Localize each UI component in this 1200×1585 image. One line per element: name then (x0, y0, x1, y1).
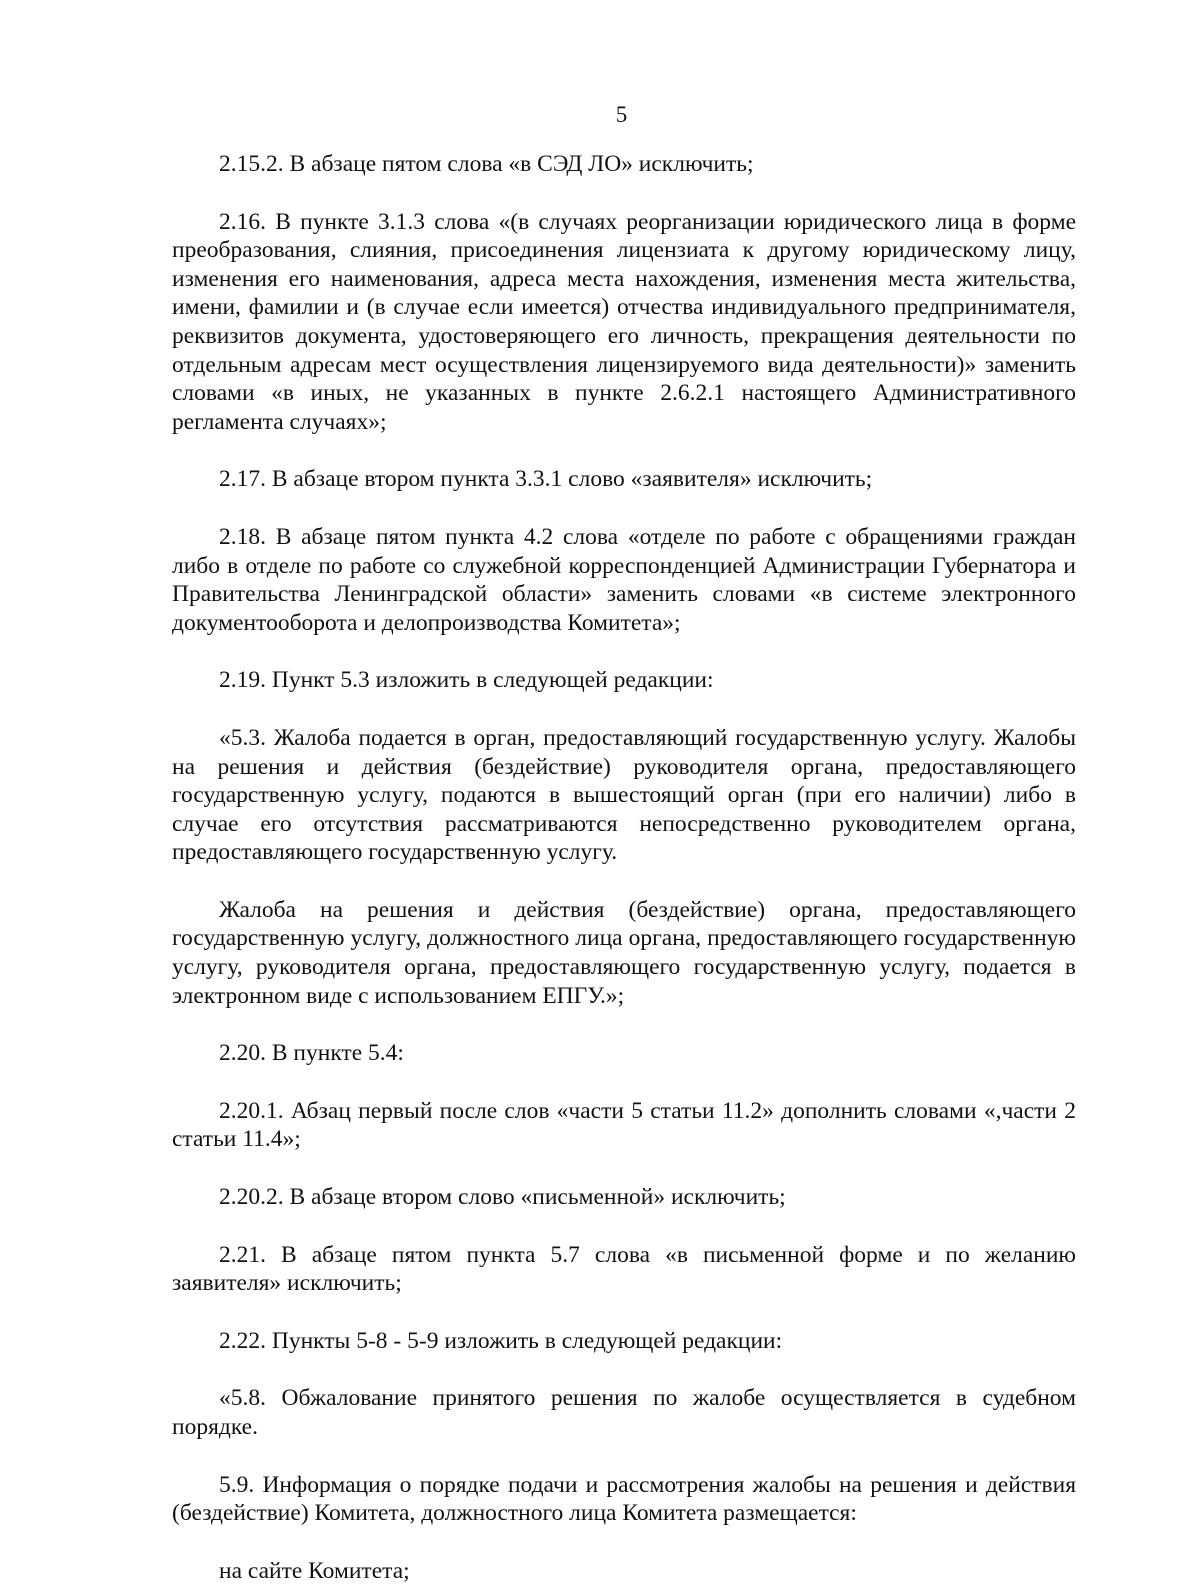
paragraph-5-9: 5.9. Информация о порядке подачи и рассмотрения жалобы на решения и действия (бездействие) Комитета, должностного лица Комитета размещается: (172, 1471, 1076, 1527)
document-body (172, 150, 1076, 1585)
paragraph-2-18: 2.18. В абзаце пятом пункта 4.2 слова «отделе по работе с обращениями граждан либо в отделе по работе со служебной корреспонденцией Администрации Губернатора и Правительства Ленинградской области» заменить словами «в системе электронного документооборота и делопроизводства Комитета»; (172, 523, 1076, 636)
paragraph-2-16: 2.16. В пункте 3.1.3 слова «(в случаях реорганизации юридического лица в форме преобразования, слияния, присоединения лицензиата к другому юридическому лицу, изменения его наименования, адреса места нахождения, изменения места жительства, имени, фамилии и (в случае если имеется) отчества индивидуального предпринимателя, реквизитов документа, удостоверяющего его личность, прекращения деятельности по отдельным адресам мест осуществления лицензируемого вида деятельности)» заменить словами «в иных, не указанных в пункте 2.6.2.1 настоящего Административного регламента случаях»; (172, 208, 1076, 435)
paragraph-2-21: 2.21. В абзаце пятом пункта 5.7 слова «в письменной форме и по желанию заявителя» исключить; (172, 1241, 1076, 1297)
paragraph-5-3: «5.3. Жалоба подается в орган, предоставляющий государственную услугу. Жалобы на решения и действия (бездействие) руководителя органа, предоставляющего государственную услугу, подаются в вышестоящий орган (при его наличии) либо в случае его отсутствия рассматриваются непосредственно руководителем органа, предоставляющего государственную услугу. (172, 724, 1076, 866)
paragraph-2-17: 2.17. В абзаце втором пункта 3.3.1 слово «заявителя» исключить; (219, 466, 873, 493)
page-number: 5 (615, 102, 628, 127)
paragraph-2-20-2: 2.20.2. В абзаце втором слово «письменной» исключить; (219, 1184, 786, 1211)
paragraph-2-20: 2.20. В пункте 5.4: (219, 1040, 404, 1067)
paragraph-2-15-2: 2.15.2. В абзаце пятом слова «в СЭД ЛО» исключить; (219, 151, 754, 177)
paragraph-2-20-1: 2.20.1. Абзац первый после слов «части 5 статьи 11.2» дополнить словами «,части 2 статьи 11.4»; (172, 1097, 1076, 1153)
paragraph-5-8: «5.8. Обжалование принятого решения по жалобе осуществляется в судебном порядке. (172, 1385, 1076, 1440)
paragraph-committee-site: на сайте Комитета; (219, 1557, 410, 1584)
paragraph-2-19: 2.19. Пункт 5.3 изложить в следующей редакции: (219, 667, 714, 694)
paragraph-5-3-complaint: Жалоба на решения и действия (бездействие) органа, предоставляющего государственную услугу, должностного лица органа, предоставляющего государственную услугу, руководителя органа, предоставляющего государственную услугу, подается в электронном виде с использованием ЕПГУ.»; (172, 896, 1076, 1009)
paragraph-2-22: 2.22. Пункты 5-8 - 5-9 изложить в следующей редакции: (219, 1327, 783, 1354)
